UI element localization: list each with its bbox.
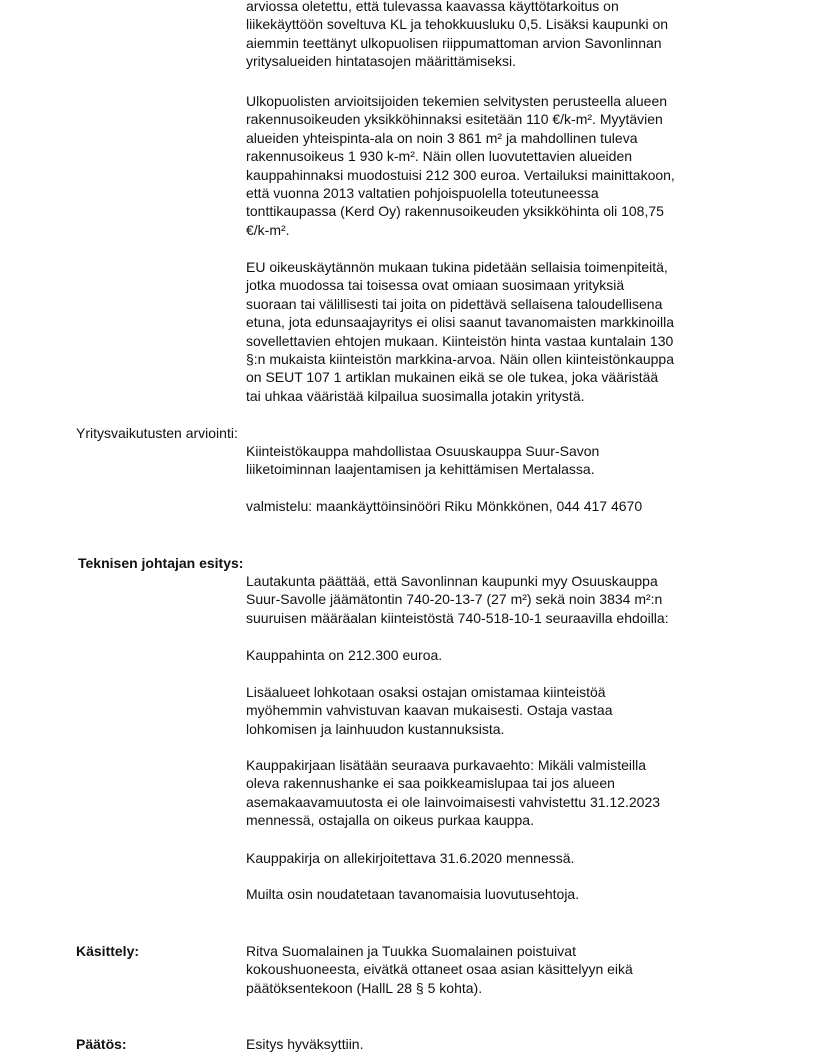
paragraph-pricing	[246, 92, 776, 239]
text-line: rakennusoikeus 1 930 k-m². Näin ollen luovutettavien alueiden	[246, 148, 633, 165]
text-line: Ulkopuolisten arvioitsijoiden tekemien selvitysten perusteella alueen	[246, 93, 668, 109]
text-line: Lautakunta päättää, että Savonlinnan kaupunki myy Osuuskauppa	[246, 573, 658, 589]
text-line: myöhemmin vahvistuvan kaavan mukaisesti. Ostaja vastaa	[246, 702, 613, 719]
text-line: yritysalueiden hintatasojen määrittämiseksi.	[246, 53, 517, 70]
preparer-line: valmistelu: maankäyttöinsinööri Riku Mönkkönen, 044 417 4670	[246, 498, 643, 514]
text-line: EU oikeuskäytännön mukaan tukina pidetään sellaisia toimenpiteitä,	[246, 259, 668, 275]
text-line: suoraan tai välillisesti tai joita on pidettävä sellaisena taloudellisena	[246, 295, 663, 312]
text-line: Suur-Savolle jäämätontin 740-20-13-7 (27 m²) sekä noin 3834 m²:n	[246, 591, 663, 608]
sign-deadline-line: Kauppakirja on allekirjoitettava 31.6.2020 mennessä.	[246, 850, 575, 866]
paragraph-parcel	[246, 683, 776, 738]
text-line: Kiinteistökauppa mahdollistaa Osuuskauppa Suur-Savon	[246, 443, 600, 459]
text-line: lohkomisen ja lainhuudon kustannuksista.	[246, 720, 505, 737]
text-line: etuna, jota edunsaajayritys ei olisi saanut tavanomaisten markkinoilla	[246, 314, 675, 331]
text-line: jotka muodossa tai toisessa ovat omiaan suosimaan yrityksiä	[246, 277, 625, 294]
impact-assessment-label: Yritysvaikutusten arviointi:	[76, 425, 238, 441]
other-terms-line: Muilta osin noudatetaan tavanomaisia luovutusehtoja.	[246, 886, 580, 902]
text-line: Kauppakirjaan lisätään seuraava purkavaehto: Mikäli valmisteilla	[246, 757, 646, 773]
text-line: mennessä, ostajalla on oikeus purkaa kauppa.	[246, 812, 534, 829]
text-line: €/k-m².	[246, 221, 290, 238]
text-line: liiketoiminnan laajentamisen ja kehittämisen Mertalassa.	[246, 461, 595, 478]
text-line: oleva rakennushanke ei saa poikkeamislupaa tai jos alueen	[246, 775, 615, 792]
text-line: asemakaavamuutosta ei ole lainvoimaisesti vahvistettu 31.12.2023	[246, 793, 661, 810]
text-line: kauppahinnaksi muodostuisi 212 300 euroa. Vertailuksi mainittakoon,	[246, 166, 675, 183]
price-line: Kauppahinta on 212.300 euroa.	[246, 647, 443, 663]
text-line: Ritva Suomalainen ja Tuukka Suomalainen poistuivat	[246, 943, 576, 959]
text-line: rakennusoikeuden yksikköhinnaksi esitetään 110 €/k-m². Myytävien	[246, 111, 663, 128]
text-line: liikekäyttöön soveltuva KL ja tehokkuusluku 0,5. Lisäksi kaupunki on	[246, 16, 669, 33]
text-line: kokoushuoneesta, eivätkä ottaneet osaa asian käsittelyyn eikä	[246, 961, 633, 978]
decision-text: Esitys hyväksyttiin.	[246, 1036, 364, 1052]
paragraph-state-aid	[246, 258, 776, 405]
text-line: päätöksentekoon (HallL 28 § 5 kohta).	[246, 979, 483, 996]
text-line: §:n mukaista kiinteistön markkina-arvoa. Näin ollen kiinteistönkauppa	[246, 351, 674, 368]
decision-label: Päätös:	[76, 1036, 127, 1052]
paragraph-cancellation	[246, 756, 776, 830]
text-line: että vuonna 2013 valtatien pohjoispuolella toteutuneessa	[246, 185, 599, 202]
paragraph-proposal	[246, 572, 776, 627]
text-line: tonttikaupassa (Kerd Oy) rakennusoikeuden yksikköhinta oli 108,75	[246, 203, 664, 220]
paragraph-appraisal	[246, 0, 776, 71]
text-line: suuruisen määräalan kiinteistöstä 740-518-10-1 seuraavilla ehdoilla:	[246, 609, 669, 626]
text-line: arviossa oletettu, että tulevassa kaavassa käyttötarkoitus on	[246, 0, 619, 14]
text-line: aiemmin teettänyt ulkopuolisen riippumattoman arvion Savonlinnan	[246, 34, 662, 51]
paragraph-handling	[246, 942, 776, 997]
text-line: alueiden yhteispinta-ala on noin 3 861 m² ja mahdollinen tuleva	[246, 129, 638, 146]
proposal-heading: Teknisen johtajan esitys:	[78, 555, 244, 571]
text-line: Lisäalueet lohkotaan osaksi ostajan omistamaa kiinteistöä	[246, 684, 606, 700]
text-line: sovellettavien ehtojen mukaan. Kiinteistön hinta vastaa kuntalain 130	[246, 332, 674, 349]
handling-label: Käsittely:	[76, 943, 140, 959]
text-line: tai uhkaa vääristää kilpailua suosimalla jotakin yritystä.	[246, 387, 585, 404]
text-line: on SEUT 107 1 artiklan mukainen eikä se ole tukea, joka vääristää	[246, 369, 659, 386]
paragraph-impact	[246, 442, 776, 479]
